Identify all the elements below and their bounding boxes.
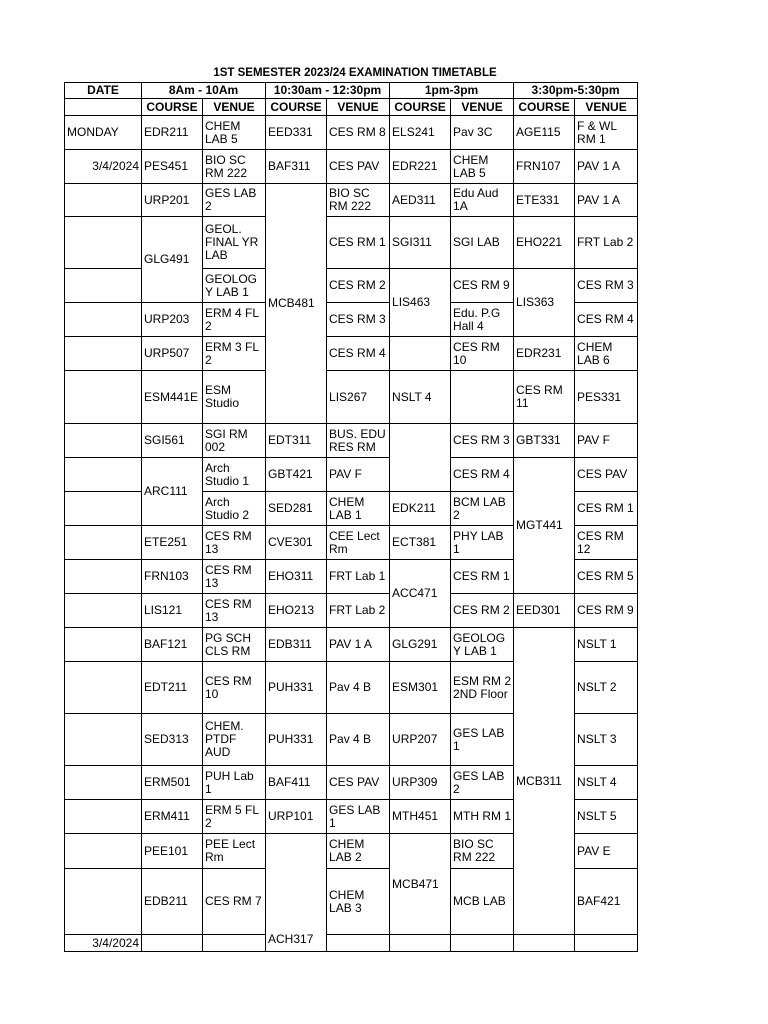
venue: CES RM 13: [203, 526, 266, 560]
venue: CES RM 9: [575, 594, 638, 628]
course-code: BAF311: [266, 150, 327, 184]
venue: CES RM 10: [203, 662, 266, 714]
venue-header: VENUE: [575, 99, 638, 116]
course-code: MTH451: [390, 800, 451, 834]
venue: CHEM LAB 5: [451, 150, 514, 184]
date-cell: [65, 217, 142, 269]
empty-cell: [390, 935, 451, 952]
course-header: COURSE: [266, 99, 327, 116]
course-code: LIS267: [327, 371, 390, 424]
date-cell: [65, 303, 142, 337]
venue: CES RM 3: [451, 424, 514, 458]
course-code: PEE101: [142, 834, 203, 869]
venue: Pav 4 B: [327, 662, 390, 714]
footer-date: 3/4/2024: [65, 935, 142, 952]
venue: GES LAB 2: [203, 184, 266, 217]
venue: CHEM. PTDF AUD: [203, 714, 266, 766]
course-code: ERM411: [142, 800, 203, 834]
course-code: [390, 337, 451, 371]
course-header: COURSE: [142, 99, 203, 116]
course-code: MCB311: [514, 628, 575, 935]
course-code: MGT441: [514, 458, 575, 594]
venue: CES RM 3: [575, 269, 638, 303]
venue: PAV F: [327, 458, 390, 492]
venue: PAV 1 A: [575, 150, 638, 184]
date-cell: [65, 834, 142, 869]
venue: GES LAB 1: [451, 714, 514, 766]
venue: NSLT 2: [575, 662, 638, 714]
day-name: MONDAY: [65, 116, 142, 150]
course-code: MCB481: [266, 184, 327, 424]
course-code: URP203: [142, 303, 203, 337]
course-code: EHO311: [266, 560, 327, 594]
venue: CES RM 2: [327, 269, 390, 303]
course-code: EDK211: [390, 492, 451, 526]
venue-header: VENUE: [327, 99, 390, 116]
venue: CES RM 11: [514, 371, 575, 424]
slot-header-2: 10:30am - 12:30pm: [266, 83, 390, 99]
venue: Edu. P.G Hall 4: [451, 303, 514, 337]
course-code: URP201: [142, 184, 203, 217]
venue: Edu Aud 1A: [451, 184, 514, 217]
course-code: ELS241: [390, 116, 451, 150]
course-code: FRN107: [514, 150, 575, 184]
venue: FRT Lab 1: [327, 560, 390, 594]
date-cell: [65, 662, 142, 714]
empty-cell: [451, 935, 514, 952]
date-cell: [65, 560, 142, 594]
venue: ESM RM 2 2ND Floor: [451, 662, 514, 714]
course-code: EHO221: [514, 217, 575, 269]
venue: ERM 4 FL 2: [203, 303, 266, 337]
venue: CES RM 4: [327, 337, 390, 371]
course-code: PUH331: [266, 714, 327, 766]
venue: SGI RM 002: [203, 424, 266, 458]
slot-header-1: 8Am - 10Am: [142, 83, 266, 99]
venue: Arch Studio 1: [203, 458, 266, 492]
venue: NSLT 3: [575, 714, 638, 766]
course-code: SED281: [266, 492, 327, 526]
course-code: EDB311: [266, 628, 327, 662]
venue: CES RM 13: [203, 560, 266, 594]
venue: CES PAV: [327, 766, 390, 800]
table-row: [65, 424, 638, 458]
course-code: CVE301: [266, 526, 327, 560]
course-code: EDR231: [514, 337, 575, 371]
venue: CHEM LAB 5: [203, 116, 266, 150]
course-code: GBT421: [266, 458, 327, 492]
venue: GEOL. FINAL YR LAB: [203, 217, 266, 269]
table-row: [65, 594, 638, 628]
course-code: GLG491: [142, 217, 203, 303]
course-code: PES451: [142, 150, 203, 184]
venue: SGI LAB: [451, 217, 514, 269]
date-cell: [65, 458, 142, 492]
venue: BIO SC RM 222: [203, 150, 266, 184]
venue: CHEM LAB 2: [327, 834, 390, 869]
course-code: GBT331: [514, 424, 575, 458]
date-cell: [65, 526, 142, 560]
venue: CES RM 7: [203, 869, 266, 935]
venue: Pav 4 B: [327, 714, 390, 766]
course-code: EED331: [266, 116, 327, 150]
venue-header: VENUE: [451, 99, 514, 116]
venue: PAV 1 A: [575, 184, 638, 217]
venue: CES RM 4: [451, 458, 514, 492]
course-code: [390, 458, 451, 492]
venue: CES PAV: [327, 150, 390, 184]
venue: NSLT 5: [575, 800, 638, 834]
course-code: SED313: [142, 714, 203, 766]
venue: GEOLOGY LAB 1: [203, 269, 266, 303]
date-cell: [65, 714, 142, 766]
date-cell: [65, 269, 142, 303]
venue: Arch Studio 2: [203, 492, 266, 526]
venue: CHEM LAB 1: [327, 492, 390, 526]
venue: F & WL RM 1: [575, 116, 638, 150]
course-code: [451, 371, 514, 424]
venue: GES LAB 2: [451, 766, 514, 800]
date-subheader: [65, 99, 142, 116]
date-cell: [65, 337, 142, 371]
course-code: EED301: [514, 594, 575, 628]
course-code: MCB471: [390, 834, 451, 935]
course-code: LIS121: [142, 594, 203, 628]
course-header: COURSE: [390, 99, 451, 116]
course-code: URP309: [390, 766, 451, 800]
venue: CES PAV: [575, 458, 638, 492]
course-code: EDR221: [390, 150, 451, 184]
venue: CHEM LAB 6: [575, 337, 638, 371]
date-cell: [65, 594, 142, 628]
venue: PAV 1 A: [327, 628, 390, 662]
venue: ESM Studio: [203, 371, 266, 424]
venue: CES RM 12: [575, 526, 638, 560]
venue: BIO SC RM 222: [451, 834, 514, 869]
course-header: COURSE: [514, 99, 575, 116]
course-code: LIS463: [390, 269, 451, 337]
course-code: AGE115: [514, 116, 575, 150]
slot-header-3: 1pm-3pm: [390, 83, 514, 99]
empty-cell: [327, 935, 390, 952]
date-cell: [65, 492, 142, 526]
table-row: [65, 935, 638, 952]
course-code: GLG291: [390, 628, 451, 662]
header-row-slots: [65, 83, 638, 99]
slot-header-4: 3:30pm-5:30pm: [514, 83, 638, 99]
table-row: [65, 337, 638, 371]
course-code: URP507: [142, 337, 203, 371]
course-code: ACC471: [390, 560, 451, 628]
course-code: ERM501: [142, 766, 203, 800]
empty-cell: [142, 935, 203, 952]
venue: GEOLOGY LAB 1: [451, 628, 514, 662]
course-code: BAF421: [575, 869, 638, 935]
date-cell: [65, 371, 142, 424]
venue: NSLT 1: [575, 628, 638, 662]
venue: PHY LAB 1: [451, 526, 514, 560]
course-code: ETE331: [514, 184, 575, 217]
venue: PEE Lect Rm: [203, 834, 266, 869]
empty-cell: [203, 935, 266, 952]
venue: GES LAB 1: [327, 800, 390, 834]
venue: CES RM 1: [451, 560, 514, 594]
course-code: FRN103: [142, 560, 203, 594]
venue: CHEM LAB 3: [327, 869, 390, 935]
table-row: [65, 150, 638, 184]
date-header: DATE: [65, 83, 142, 99]
venue: PUH Lab 1: [203, 766, 266, 800]
empty-cell: [514, 935, 575, 952]
table-row: [65, 116, 638, 150]
venue: Pav 3C: [451, 116, 514, 150]
venue: CEE Lect Rm: [327, 526, 390, 560]
exam-date: 3/4/2024: [65, 150, 142, 184]
course-code: URP207: [390, 714, 451, 766]
venue: CES RM 10: [451, 337, 514, 371]
course-code: LIS363: [514, 269, 575, 337]
timetable-title: 1ST SEMESTER 2023/24 EXAMINATION TIMETABLE: [213, 67, 497, 79]
date-cell: [65, 869, 142, 935]
date-cell: [65, 800, 142, 834]
course-code: BAF411: [266, 766, 327, 800]
table-row: [65, 371, 638, 424]
course-code: ESM441E: [142, 371, 203, 424]
empty-cell: [575, 935, 638, 952]
date-cell: [65, 628, 142, 662]
course-code: EDR211: [142, 116, 203, 150]
course-code: ESM301: [390, 662, 451, 714]
course-code: [390, 424, 451, 458]
table-row: [65, 458, 638, 492]
header-row-columns: [65, 99, 638, 116]
course-code: ACH317: [266, 834, 327, 952]
date-cell: [65, 424, 142, 458]
venue: MTH RM 1: [451, 800, 514, 834]
venue: BIO SC RM 222: [327, 184, 390, 217]
table-row: [65, 217, 638, 269]
date-cell: [65, 766, 142, 800]
table-row: [65, 184, 638, 217]
date-cell: [65, 184, 142, 217]
venue: MCB LAB: [451, 869, 514, 935]
course-code: BAF121: [142, 628, 203, 662]
venue: CES RM 4: [575, 303, 638, 337]
venue: PAV F: [575, 424, 638, 458]
table-row: [65, 628, 638, 662]
venue: ERM 5 FL 2: [203, 800, 266, 834]
course-code: EDT311: [266, 424, 327, 458]
course-code: SGI561: [142, 424, 203, 458]
venue: CES RM 1: [575, 492, 638, 526]
course-code: ECT381: [390, 526, 451, 560]
venue: NSLT 4: [575, 766, 638, 800]
course-code: EHO213: [266, 594, 327, 628]
venue: BCM LAB 2: [451, 492, 514, 526]
venue: CES RM 9: [451, 269, 514, 303]
course-code: ARC111: [142, 458, 203, 526]
course-code: PUH331: [266, 662, 327, 714]
course-code: AED311: [390, 184, 451, 217]
venue-header: VENUE: [203, 99, 266, 116]
course-code: EDB211: [142, 869, 203, 935]
venue: ERM 3 FL 2: [203, 337, 266, 371]
course-code: ETE251: [142, 526, 203, 560]
venue: CES RM 2: [451, 594, 514, 628]
venue: CES RM 1: [327, 217, 390, 269]
venue: CES RM 8: [327, 116, 390, 150]
course-code: PES331: [575, 371, 638, 424]
venue: NSLT 4: [390, 371, 451, 424]
venue: CES RM 5: [575, 560, 638, 594]
venue: CES RM 13: [203, 594, 266, 628]
venue: CES RM 3: [327, 303, 390, 337]
course-code: SGI311: [390, 217, 451, 269]
venue: PAV E: [575, 834, 638, 869]
venue: PG SCH CLS RM: [203, 628, 266, 662]
venue: FRT Lab 2: [575, 217, 638, 269]
venue: BUS. EDU RES RM: [327, 424, 390, 458]
venue: FRT Lab 2: [327, 594, 390, 628]
exam-timetable: [64, 82, 638, 952]
course-code: URP101: [266, 800, 327, 834]
course-code: EDT211: [142, 662, 203, 714]
